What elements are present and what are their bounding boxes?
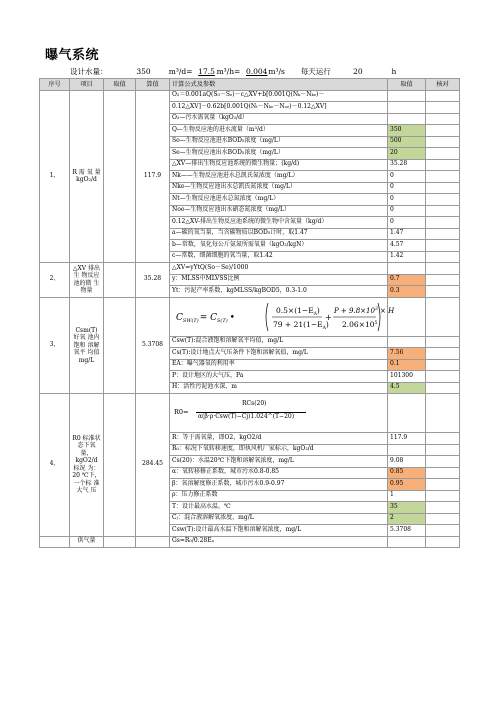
- check-cell: [426, 274, 460, 286]
- param-description: 0.12△XV-排出生物反应池系统的微生物中含氮量（kg/d）: [170, 217, 388, 229]
- check-cell: [426, 125, 460, 137]
- formula-cell: [170, 297, 395, 336]
- header-cell: 取值: [104, 79, 136, 91]
- param-value: 101300: [388, 371, 426, 383]
- svg-text:0.5×(1−EA): $0.5\times(1-E_A)$: [276, 305, 320, 317]
- param-description: △XV—排出生物反应池系统的微生物量；(kg/d): [170, 159, 388, 171]
- param-description: P：设计地区的大气压，Pa: [170, 371, 388, 383]
- section-1: [40, 90, 460, 263]
- param-value: 35: [388, 502, 426, 514]
- param-description: T：设计最高水温，℃: [170, 502, 388, 514]
- header-cell: 计算公式及参数: [170, 79, 388, 91]
- param-value: 500: [388, 136, 426, 148]
- check-cell: [426, 286, 460, 298]
- param-description: β：氧溶解度修正系数，城市污水0.9-0.97: [170, 479, 388, 491]
- param-value: [388, 113, 426, 125]
- param-value: 0.3: [388, 286, 426, 298]
- item-name: 供气量: [70, 536, 104, 548]
- formula-value: [388, 394, 426, 433]
- param-value: 0: [388, 182, 426, 194]
- svg-text:P + 9.8×103 × H: $P + 9.8\times 10^3 \times H$: [334, 306, 395, 315]
- item-name: Csm(T) 好氧 池内 饱和 溶解 氧平 均值 mg/L: [70, 297, 104, 394]
- check-cell: [426, 297, 460, 336]
- check-cell: [426, 348, 460, 360]
- param-description: Cs(T):设计地点大气压条件下饱和溶解氧值，mg/L: [170, 348, 388, 360]
- formula-r0: [172, 400, 385, 426]
- check-cell: [426, 359, 460, 371]
- item-name: R0 标准状 态下氧 量， kgO2/d 标况 为：20 ℃下， 一个标 准大气 压: [70, 394, 104, 537]
- param-hours-unit: h: [391, 67, 397, 76]
- check-cell: [426, 251, 460, 263]
- param-value: 7.56: [388, 348, 426, 360]
- param-description: O₂—污水需氧量（kgO₂/d）: [170, 113, 388, 125]
- svg-text:2.06×105: $2.06\times 10^5$: [342, 319, 378, 329]
- param-description: Csw(T):混合液饱和溶解氧平均值，mg/L: [170, 336, 388, 348]
- formula-csw: [172, 299, 395, 335]
- design-params: [70, 66, 396, 77]
- check-cell: [426, 113, 460, 125]
- row-number: 2、: [40, 263, 70, 298]
- param-value: 20: [388, 148, 426, 160]
- check-cell: [426, 263, 460, 275]
- param-unit2: m³/h=: [216, 67, 241, 76]
- param-description: Nke—生物反应池出水总凯氏氮浓度（mg/L）: [170, 182, 388, 194]
- param-value: 0.1: [388, 359, 426, 371]
- param-label: 设计水量：: [70, 67, 108, 76]
- check-cell: [426, 371, 460, 383]
- check-cell: [426, 433, 460, 445]
- param-value: 1.47: [388, 228, 426, 240]
- param-description: Cs(20)：水温20℃下饱和溶解氧浓度，mg/L: [170, 456, 388, 468]
- param-description: Yt：污泥产率系数，kgMLSS/kgBOD5，0.3-1.0: [170, 286, 388, 298]
- item-name: △XV 排出生 物反应 池的微 生物量: [70, 263, 104, 298]
- header-cell: 取值: [388, 79, 426, 91]
- check-cell: [426, 148, 460, 160]
- item-calc-value: 284.45: [136, 394, 170, 537]
- param-description: R：等于需氧量，即O2，kgO2/d: [170, 433, 388, 445]
- formula-row: [40, 394, 460, 433]
- item-take-value: [104, 394, 136, 537]
- check-cell: [426, 182, 460, 194]
- param-description: Cⱼ：混合液溶解氧浓度，mg/L: [170, 513, 388, 525]
- param-value: 4.57: [388, 240, 426, 252]
- param-value: [388, 263, 426, 275]
- check-cell: [426, 102, 460, 114]
- param-value: 4.5: [388, 382, 426, 394]
- param-description: Csw(T):设计最高水温下饱和溶解氧浓度，mg/L: [170, 525, 388, 537]
- param-value: 350: [388, 125, 426, 137]
- check-cell: [426, 456, 460, 468]
- param-description: Gs=R₀/0.28Eₐ: [170, 536, 388, 548]
- item-calc-value: 5.3708: [136, 297, 170, 394]
- svg-text:+: +: [325, 312, 332, 322]
- param-value: 117.9: [388, 433, 426, 445]
- param-description: 0.12△XV]－0.62b[0.001Q(Nₜ－Nₖₑ－Nₒₑ)－0.12△XV]: [170, 102, 388, 114]
- item-take-value: [104, 297, 136, 394]
- param-description: EA：曝气器氧的利用率: [170, 359, 388, 371]
- param-value: 0.85: [388, 467, 426, 479]
- param-value: 35.28: [388, 159, 426, 171]
- item-name: R 需 氧 量 kgO₂/d: [70, 90, 104, 263]
- check-cell: [426, 336, 460, 348]
- check-cell: [426, 90, 460, 102]
- header-cell: 项目: [70, 79, 104, 91]
- section-4: [40, 394, 460, 537]
- check-cell: [426, 205, 460, 217]
- param-q-m3d: 350: [136, 67, 151, 76]
- param-value: [388, 102, 426, 114]
- header-row: [40, 79, 460, 91]
- check-cell: [426, 394, 460, 433]
- param-description: R₀：标况下氧转移速度，即执风机厂家标示，kgO₂/d: [170, 444, 388, 456]
- param-value: 9.08: [388, 456, 426, 468]
- check-cell: [426, 513, 460, 525]
- param-value: [388, 536, 426, 548]
- check-cell: [426, 502, 460, 514]
- check-cell: [426, 467, 460, 479]
- item-calc-value: [136, 536, 170, 548]
- param-description: △XV=yYtQ(So－Se)/1000: [170, 263, 388, 275]
- param-value: [388, 336, 426, 348]
- check-cell: [426, 159, 460, 171]
- header-cell: 核对: [426, 79, 460, 91]
- param-description: Nk——生物反应池进水总凯氏氮浓度（mg/L）: [170, 171, 388, 183]
- param-value: [388, 90, 426, 102]
- table-row: [40, 263, 460, 275]
- check-cell: [426, 217, 460, 229]
- row-number: [40, 536, 70, 548]
- param-description: a—碳的氧当量，当含碳物质以BOD₅计时，取1.47: [170, 228, 388, 240]
- param-value: 0: [388, 205, 426, 217]
- check-cell: [426, 194, 460, 206]
- check-cell: [426, 171, 460, 183]
- check-cell: [426, 479, 460, 491]
- formula-r0-den: α(β·ρ·Csw(T)−Cj)1.024^(T−20): [198, 413, 295, 420]
- param-value: 0.7: [388, 274, 426, 286]
- check-cell: [426, 525, 460, 537]
- formula-r0-lhs: R0=: [174, 408, 189, 416]
- item-calc-value: 117.9: [136, 90, 170, 263]
- param-description: y：MLSS中MLVSS比例: [170, 274, 388, 286]
- param-description: Se—生物反应池出水BOD₅浓度（mg/L）: [170, 148, 388, 160]
- param-description: c—常数，细菌细胞的氧当量，取1.42: [170, 251, 388, 263]
- header-cell: 算值: [136, 79, 170, 91]
- param-description: Noe—生物反应池出水硝态氮浓度（mg/L）: [170, 205, 388, 217]
- formula-value: [388, 297, 426, 336]
- item-calc-value: 35.28: [136, 263, 170, 298]
- item-take-value: [104, 536, 136, 548]
- svg-text:CSW(T)= CS(T)•: $C_{SW(T)}= C_{S(T)}$ •: [176, 312, 235, 324]
- param-value: 0: [388, 171, 426, 183]
- header-cell: 序号: [40, 79, 70, 91]
- formula-r0-num: RCs(20): [242, 400, 267, 407]
- check-cell: [426, 444, 460, 456]
- row-number: 3、: [40, 297, 70, 394]
- section-2: [40, 263, 460, 298]
- param-description: O₂＝0.001aQ(S₀－Sₑ)－c△XV+b[0.001Q(Nₖ－Nₖₑ)－: [170, 90, 388, 102]
- check-cell: [426, 228, 460, 240]
- param-unit3: m³/s: [268, 67, 285, 76]
- row-number: 4、: [40, 394, 70, 537]
- table-row: [40, 90, 460, 102]
- param-description: ρ：压力修正系数: [170, 490, 388, 502]
- calc-table: [39, 78, 460, 548]
- param-value: 2: [388, 513, 426, 525]
- param-description: Nt—生物反应池进水总氮浓度（mg/L）: [170, 194, 388, 206]
- check-cell: [426, 536, 460, 548]
- check-cell: [426, 240, 460, 252]
- check-cell: [426, 382, 460, 394]
- param-unit1: m³/d=: [168, 67, 193, 76]
- item-take-value: [104, 263, 136, 298]
- table-row: [40, 536, 460, 548]
- param-q-m3h: 17.5: [198, 67, 215, 76]
- svg-text:79 + 21(1−EA): $79 + 21(1-E_A)$: [273, 319, 329, 331]
- item-take-value: [104, 90, 136, 263]
- param-description: H：活性污泥池水深，m: [170, 382, 388, 394]
- param-value: 0: [388, 217, 426, 229]
- check-cell: [426, 490, 460, 502]
- param-description: α：氧转移修正系数，城市污水0.8-0.85: [170, 467, 388, 479]
- param-value: 1.42: [388, 251, 426, 263]
- section-3: [40, 297, 460, 394]
- param-description: So—生物反应池进水BOD₅浓度（mg/L）: [170, 136, 388, 148]
- param-value: 5.3708: [388, 525, 426, 537]
- param-hours: 20: [353, 67, 363, 76]
- param-value: [388, 444, 426, 456]
- formula-cell: [170, 394, 388, 433]
- formula-row: [40, 297, 460, 336]
- page-title: 曝气系统: [45, 48, 100, 63]
- row-number: 1、: [40, 90, 70, 263]
- param-run-label: 每天运行: [300, 67, 331, 76]
- param-description: b—常数，氧化每公斤氨氮所需氧量（kgO₂/kgN）: [170, 240, 388, 252]
- param-description: Q—生物反应池的进水流量（m³/d）: [170, 125, 388, 137]
- param-q-m3s: 0.004: [245, 67, 268, 76]
- section-5: [40, 536, 460, 548]
- check-cell: [426, 136, 460, 148]
- param-value: 1: [388, 490, 426, 502]
- param-value: 0.95: [388, 479, 426, 491]
- param-value: 0: [388, 194, 426, 206]
